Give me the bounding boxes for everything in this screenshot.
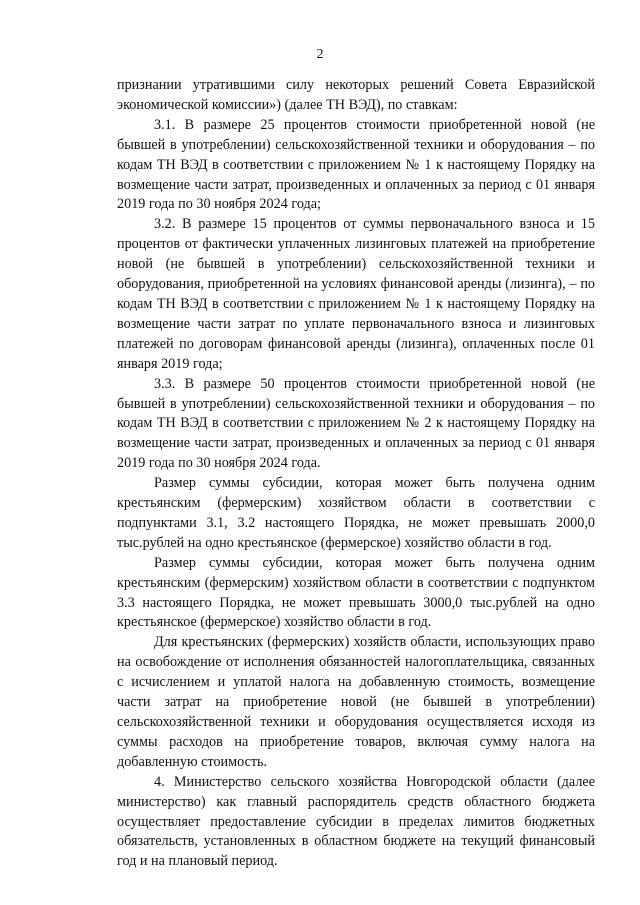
paragraph-subsidy-limit-3-3: Размер суммы субсидии, которая может быть получена одним крестьянским (фермерским) хозяйством области в соответствии с подпунктом 3.3 настоящего Порядка, не может превышать 3000,0 тыс.рублей на одно крестьянское (фермерское) хозяйство области в год. bbox=[117, 554, 595, 631]
document-body bbox=[117, 76, 595, 872]
paragraph-continuation: признании утратившими силу некоторых решений Совета Евразийской экономической комиссии») (далее ТН ВЭД), по ставкам: bbox=[117, 77, 595, 113]
paragraph-vat-exemption: Для крестьянских (фермерских) хозяйств области, использующих право на освобождение от исполнения обязанностей налогоплательщика, связанных с исчислением и уплатой налога на добавленную стоимость, возмещение части затрат на приобретение новой (не бывшей в употреблении) сельскохозяйственной техники и оборудования осуществляется исходя из суммы расходов на приобретение товаров, включая сумму налога на добавленную стоимость. bbox=[117, 634, 595, 770]
paragraph-3-2: 3.2. В размере 15 процентов от суммы первоначального взноса и 15 процентов от фактически уплаченных лизинговых платежей на приобретение новой (не бывшей в употреблении) сельскохозяйственной техники и оборудования, приобретенной на условиях финансовой аренды (лизинга), – по кодам ТН ВЭД в соответствии с приложением № 1 к настоящему Порядку на возмещение части затрат по уплате первоначального взноса и лизинговых платежей по договорам финансовой аренды (лизинга), оплаченных после 01 января 2019 года; bbox=[117, 216, 595, 372]
paragraph-4: 4. Министерство сельского хозяйства Новгородской области (далее министерство) как главный распорядитель средств областного бюджета осуществляет предоставление субсидии в пределах лимитов бюджетных обязательств, установленных в областном бюджете на текущий финансовый год и на плановый период. bbox=[117, 773, 595, 870]
page-number: 2 bbox=[316, 47, 324, 62]
paragraph-3-1: 3.1. В размере 25 процентов стоимости приобретенной новой (не бывшей в употреблении) сельскохозяйственной техники и оборудования – по кодам ТН ВЭД в соответствии с приложением № 1 к настоящему Порядку на возмещение части затрат, произведенных и оплаченных за период с 01 января 2019 года по 30 ноября 2024 года; bbox=[117, 116, 595, 213]
paragraph-subsidy-limit-3-1-3-2: Размер суммы субсидии, которая может быть получена одним крестьянским (фермерским) хозяйством области в соответствии с подпунктами 3.1, 3.2 настоящего Порядка, не может превышать 2000,0 тыс.рублей на одно крестьянское (фермерское) хозяйство области в год. bbox=[117, 475, 595, 551]
paragraph-3-3: 3.3. В размере 50 процентов стоимости приобретенной новой (не бывшей в употреблении) сельскохозяйственной техники и оборудования – по кодам ТН ВЭД в соответствии с приложением № 2 к настоящему Порядку на возмещение части затрат, произведенных и оплаченных за период с 01 января 2019 года по 30 ноября 2024 года. bbox=[117, 375, 595, 472]
